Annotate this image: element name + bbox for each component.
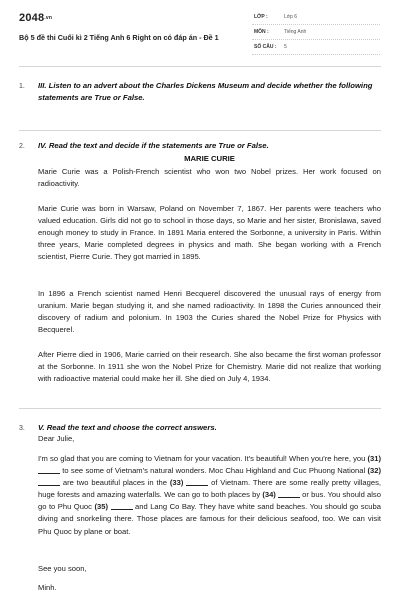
- meta-value: 5: [284, 44, 287, 50]
- divider: [19, 408, 381, 409]
- meta-key: MÔN :: [254, 29, 269, 35]
- answer-blank-32[interactable]: [38, 477, 60, 486]
- meta-question-count: [252, 41, 380, 55]
- question-number: 2.: [19, 143, 25, 150]
- meta-key: LỚP :: [254, 14, 268, 20]
- blank-number: (33): [169, 478, 184, 488]
- divider: [19, 66, 381, 67]
- logo-text: 2048: [19, 12, 45, 24]
- question-title: V. Read the text and choose the correct answers.: [38, 423, 217, 432]
- blank-number: (34): [262, 490, 276, 500]
- answer-blank-34[interactable]: [278, 489, 300, 498]
- question-number: 3.: [19, 425, 25, 432]
- letter-greeting: Dear Julie,: [38, 434, 75, 443]
- meta-class: [252, 11, 380, 25]
- meta-subject: [252, 26, 380, 40]
- question-number: 1.: [19, 83, 25, 90]
- answer-blank-35[interactable]: [111, 501, 133, 510]
- reading-title: MARIE CURIE: [184, 154, 235, 163]
- blank-number: (32): [367, 466, 381, 476]
- reading-paragraph: Marie Curie was born in Warsaw, Poland on November 7, 1867. Her parents were teachers who valued education. Girls did not go to school in those days, so Marie and her sister, Bronislawa, saved enough money to study in France. In 1891 Maria entered the Sorbonne, a university in Paris. Within three years, Marie completed degrees in physics and math. She began working with a French scientist, Pierre Curie. They got married in 1895.: [38, 204, 381, 262]
- reading-paragraph: In 1896 a French scientist named Henri Becquerel discovered the unusual rays of energy from uranium. Marie began studying it, and she named radioactivity. In 1898 the Curies announced their discovery of radium and polonium. In 1903 the Curies shared the Nobel Prize for Physics with Becquerel.: [38, 289, 381, 335]
- question-title: III. Listen to an advert about the Charles Dickens Museum and decide whether the following statements are True or False.: [38, 81, 373, 102]
- letter-body: [38, 453, 381, 538]
- blank-number: (35): [94, 502, 108, 512]
- reading-paragraph: After Pierre died in 1906, Marie carried on their research. She also became the first woman professor at the Sorbonne. In 1911 she won the Nobel Prize for Chemistry. Marie did not realize that working with radioactive material could make her ill. She died on July 4, 1934.: [38, 350, 381, 384]
- question-title: IV. Read the text and decide if the statements are True or False.: [38, 141, 269, 150]
- letter-text: or bus. You should also go to Phu Quoc: [38, 490, 381, 512]
- page-header: [0, 0, 400, 62]
- answer-blank-33[interactable]: [186, 477, 208, 486]
- meta-value: Lớp 6: [284, 14, 298, 20]
- document-title: Bộ 5 đề thi Cuối kì 2 Tiếng Anh 6 Right on có đáp án - Đề 1: [19, 33, 219, 42]
- answer-blank-31[interactable]: [38, 465, 60, 474]
- reading-paragraph: Marie Curie was a Polish-French scientist who won two Nobel prizes. Her work focused on radioactivity.: [38, 167, 381, 189]
- logo-suffix: .vn: [44, 15, 53, 21]
- divider: [19, 130, 381, 131]
- letter-text: are two beautiful places in the: [62, 478, 168, 488]
- letter-text: I'm so glad that you are coming to Vietnam for your vacation. It's beautiful! When you're here, you: [38, 454, 366, 463]
- blank-number: (31): [367, 454, 381, 463]
- letter-text: to see some of Vietnam's natural wonders. Moc Chau Highland and Cuc Phuong National: [62, 466, 366, 476]
- site-logo[interactable]: [19, 12, 52, 24]
- letter-text: of Vietnam. There are some really pretty villages, huge forests and amazing waterfalls. We can go to both places by: [38, 478, 381, 500]
- letter-text: and Lang Co Bay. They have white sand beaches. You should go scuba diving and snorkeling there. Those places are famous for their delicious seafood, too. We can visit Phu Quoc by plane or boat.: [38, 502, 381, 536]
- letter-closing: See you soon,: [38, 564, 87, 573]
- meta-value: Tiếng Anh: [284, 29, 307, 35]
- meta-key: SỐ CÂU :: [254, 44, 277, 50]
- letter-signature: Minh.: [38, 583, 57, 592]
